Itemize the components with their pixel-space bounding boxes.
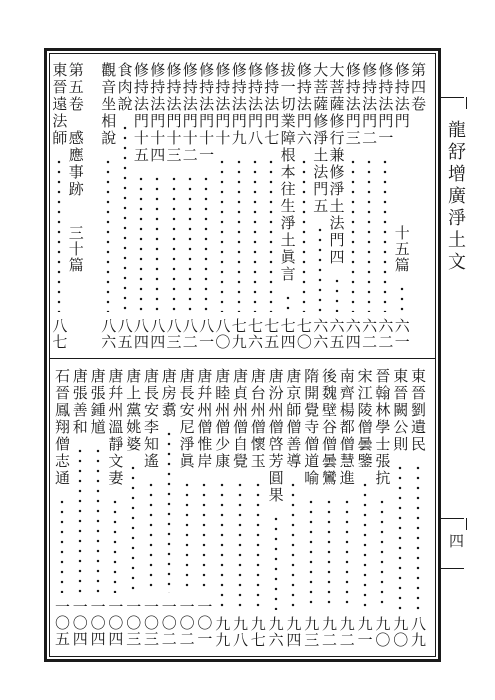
page-number: 一〇二 [177, 599, 196, 647]
lower-entry [248, 368, 268, 650]
page-number: 六二 [376, 318, 395, 350]
leader-dots [382, 157, 388, 312]
entry-title: 唐幷州僧惟岸 [195, 368, 214, 470]
entry-title: 修持法門八 [246, 62, 264, 147]
leader-dots [252, 157, 258, 312]
page-number: 一〇三 [124, 599, 143, 647]
leader-dots [344, 497, 350, 610]
page-number: 七六 [246, 318, 264, 350]
entry-title: 唐汾州僧啓芳圓果 [266, 368, 285, 504]
leader-dots [95, 446, 101, 593]
entry-count: 十五篇 [392, 225, 411, 273]
entry-title: 唐上黨姚婆 [124, 368, 143, 453]
page-number: 九八 [231, 616, 249, 648]
page-number: 八七 [50, 318, 69, 350]
lower-entry [177, 368, 197, 650]
leader-dots [301, 157, 307, 312]
page-number: 九一 [355, 616, 374, 648]
entry-title: 修持法門二 [360, 62, 379, 147]
entry-title: 食肉說 [115, 62, 134, 113]
entry-title: 唐張鍾馗 [88, 368, 107, 436]
leader-dots [184, 480, 190, 593]
lower-entry [123, 368, 143, 650]
page-number: 九四 [284, 616, 303, 648]
leader-dots [317, 225, 323, 312]
leader-dots [268, 157, 274, 312]
page-number: 七四 [278, 318, 297, 350]
leader-dots [366, 157, 372, 312]
entry-title: 修持法門一 [376, 62, 395, 147]
leader-dots [105, 157, 111, 312]
upper-entry [98, 62, 118, 352]
entry-title: 修持法門十三 [164, 62, 183, 164]
leader-dots [399, 284, 405, 312]
entry-title: 修持法門十 [213, 62, 232, 147]
entry-title: 大菩薩修淨土法門五 [311, 62, 330, 215]
lower-entry [70, 368, 90, 650]
lower-entry [408, 368, 428, 650]
entry-title: 修持法門九 [229, 62, 248, 147]
page-number: 一〇三 [142, 599, 160, 647]
entry-title: 唐京師僧善導 [284, 368, 303, 470]
leader-dots [203, 174, 209, 312]
page-number: 九〇 [391, 616, 410, 648]
page-number: 一〇四 [88, 599, 107, 647]
leader-dots [397, 463, 403, 610]
page-number: 六五 [327, 318, 346, 350]
entry-title: 宋江陵僧曇鑒 [355, 368, 374, 470]
leader-dots [138, 174, 144, 312]
entry-count: 三十篇 [66, 225, 85, 273]
leader-dots [122, 123, 128, 312]
lower-entry [159, 368, 179, 650]
book-title: 龍舒增廣淨土文 [445, 120, 466, 274]
lower-entry [319, 368, 339, 650]
leader-dots [187, 174, 193, 312]
leader-dots [148, 480, 154, 593]
page-number: 九二 [320, 616, 338, 648]
page-number: 八九 [409, 616, 427, 648]
page-number: 一〇五 [53, 599, 71, 647]
lower-entry [230, 368, 250, 650]
entry-title: 東晉遠法師 [50, 62, 69, 147]
page-number: 一〇二 [159, 599, 178, 647]
entry-title: 唐台州僧懷玉 [248, 368, 267, 470]
lower-entry [88, 368, 108, 650]
page-number: 一〇一 [195, 599, 214, 647]
page-number: 八三 [164, 318, 183, 350]
entry-title: 石晉鳳翔僧志通 [53, 368, 71, 487]
entry-title: 修持法門七 [262, 62, 281, 147]
lower-entry [355, 368, 375, 650]
leader-dots [285, 293, 291, 312]
entry-title: 後魏壁谷僧曇鸞 [320, 368, 338, 487]
entry-title: 唐長安尼淨眞 [177, 368, 196, 470]
page-number: 九六 [266, 616, 285, 648]
leader-dots [201, 480, 207, 593]
side-rule-top [441, 97, 464, 98]
entry-title: 唐貞州僧自覺 [231, 368, 249, 470]
leader-dots [255, 480, 261, 610]
lower-entry [337, 368, 357, 650]
entry-title: 唐睦州僧少康 [213, 368, 232, 470]
lower-entry [283, 368, 303, 650]
leader-dots [415, 463, 421, 610]
page-number: 七九 [229, 318, 248, 350]
page-number: 九二 [337, 616, 356, 648]
entry-title: 第四卷 [409, 62, 427, 113]
page-number: 八四 [131, 318, 150, 350]
leader-dots [56, 157, 62, 312]
lower-entry [301, 368, 321, 650]
page-number: 九七 [248, 616, 267, 648]
entry-title: 修持法門六 [294, 62, 313, 147]
entry-title: 觀音坐相說 [99, 62, 118, 147]
upper-entry [49, 62, 69, 352]
page-number: 八五 [115, 318, 134, 350]
lower-entry [266, 368, 286, 650]
side-tick-mid [466, 518, 467, 530]
page-folio: 四 [447, 533, 465, 548]
page-number: 六六 [311, 318, 330, 350]
page-number: 九〇 [373, 616, 392, 648]
page-number: 六四 [343, 318, 362, 350]
lower-entry [105, 368, 125, 650]
leader-dots [290, 480, 296, 610]
page-number: 九九 [213, 616, 232, 648]
leader-dots [236, 157, 242, 312]
leader-dots [112, 497, 118, 593]
entry-title: 唐長安李知遙 [142, 368, 160, 470]
entry-title: 修持法門 [392, 62, 411, 130]
leader-dots [379, 497, 385, 610]
entry-title: 隋開覺寺僧道喻 [302, 368, 321, 487]
lower-entry [194, 368, 214, 650]
entry-title: 修持法門十二 [180, 62, 199, 164]
leader-dots [166, 429, 172, 593]
section-divider [49, 358, 436, 359]
leader-dots [362, 480, 368, 610]
entry-title: 唐房翥 [159, 368, 178, 419]
side-rule-bottom [441, 568, 464, 569]
entry-title: 晉翰林學士張抗 [373, 368, 392, 487]
page-number: 一〇四 [70, 599, 89, 647]
entry-title: 修持法門十四 [148, 62, 167, 164]
leader-dots [273, 514, 279, 610]
leader-dots [308, 497, 314, 610]
leader-dots [219, 157, 225, 312]
entry-title: 南齊楊都僧慧進 [337, 368, 356, 487]
page-number: 八六 [99, 318, 118, 350]
page-number: 八〇 [213, 318, 232, 350]
page-number: 一〇四 [106, 599, 125, 647]
page-number: 八一 [197, 318, 216, 350]
entry-title: 修持法門十五 [131, 62, 150, 164]
entry-title: 唐幷州溫靜文妻 [106, 368, 125, 487]
side-tick-top [466, 97, 467, 109]
entry-title: 唐張善和 [70, 368, 89, 436]
leader-dots [350, 157, 356, 312]
entry-title: 拔一切業障根本往生淨土眞言 [278, 62, 297, 283]
entry-title: 東晉闕公則 [391, 368, 410, 453]
entry-title: 第五卷 感應事跡 [66, 62, 85, 198]
leader-dots [334, 276, 340, 312]
entry-title: 大菩薩修行兼修淨土法門四 [327, 62, 346, 266]
leader-dots [219, 480, 225, 610]
entry-title: 修持法門三 [343, 62, 362, 147]
leader-dots [237, 480, 243, 610]
page-number: 九三 [302, 616, 321, 648]
side-rule-mid [441, 518, 464, 519]
leader-dots [59, 497, 65, 593]
lower-entry [52, 368, 72, 650]
page-number: 八四 [148, 318, 167, 350]
leader-dots [77, 446, 83, 593]
entry-title: 修持法門十一 [197, 62, 216, 164]
entry-title: 東晉劉遺民 [409, 368, 427, 453]
leader-dots [171, 174, 177, 312]
lower-entry [372, 368, 392, 650]
leader-dots [326, 497, 332, 610]
page-number: 六二 [360, 318, 379, 350]
lower-entry [212, 368, 232, 650]
lower-entry [390, 368, 410, 650]
lower-entry [141, 368, 161, 650]
page-number: 七五 [262, 318, 281, 350]
leader-dots [130, 463, 136, 593]
page-number: 八二 [180, 318, 199, 350]
leader-dots [154, 174, 160, 312]
page-number: 六一 [392, 318, 411, 350]
page-number: 七〇 [294, 318, 313, 350]
